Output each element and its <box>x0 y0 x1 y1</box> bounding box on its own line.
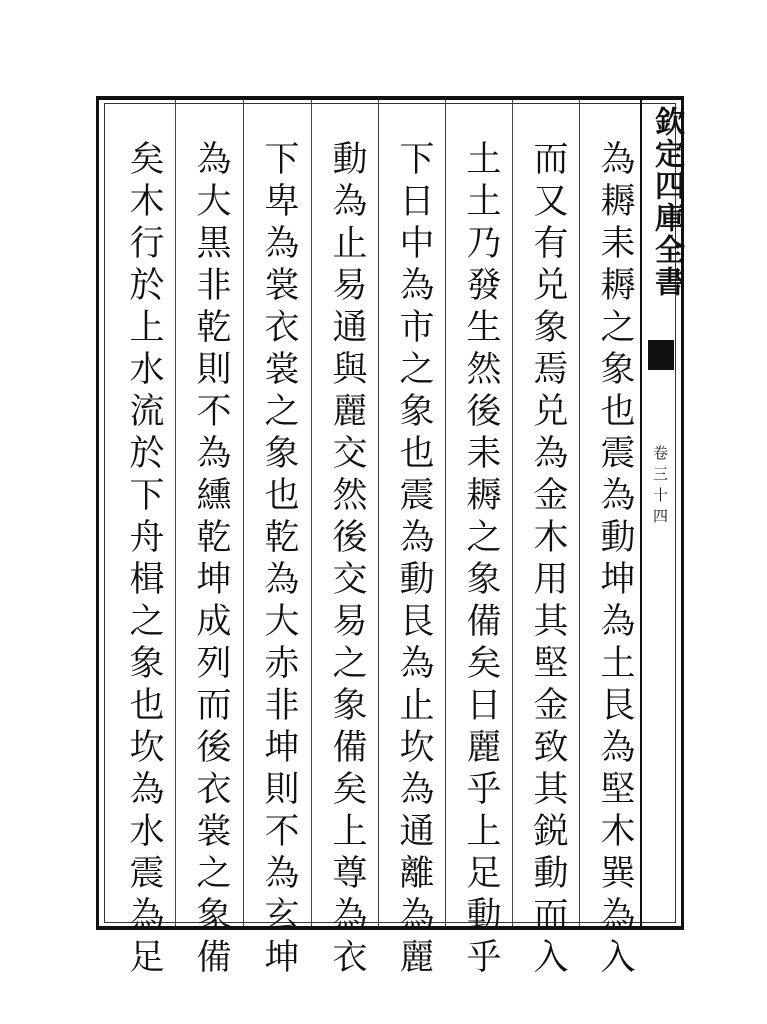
column-rule <box>445 100 446 926</box>
text-column-1: 為耨耒耨之象也震為動坤為土艮為堅木巽為入 <box>595 140 635 980</box>
text-column-7: 為大黒非乾則不為纁乾坤成列而後衣裳之象備 <box>191 140 231 980</box>
juan-number: 卷三十四 <box>651 445 669 529</box>
column-rule <box>378 100 379 926</box>
text-column-3: 土土乃發生然後耒耨之象備矣日麗乎上足動乎 <box>461 140 501 980</box>
margin-title-column <box>640 100 684 926</box>
book-title: 欽定四庫全書 <box>649 106 684 298</box>
text-column-5: 動為止易通與麗交然後交易之象備矣上尊為衣 <box>327 140 367 980</box>
fishtail-mark <box>648 340 674 370</box>
column-rule <box>579 100 580 926</box>
text-column-8: 矣木行於上水流於下舟楫之象也坎為水震為足 <box>124 140 164 980</box>
text-column-2: 而又有兑象焉兑為金木用其堅金致其鋭動而入 <box>528 140 568 980</box>
column-rule <box>175 100 176 926</box>
text-column-4: 下日中為市之象也震為動艮為止坎為通離為麗 <box>394 140 434 980</box>
text-column-6: 下卑為裳衣裳之象也乾為大赤非坤則不為玄坤 <box>259 140 299 980</box>
column-rule <box>243 100 244 926</box>
column-rule <box>311 100 312 926</box>
column-rule <box>512 100 513 926</box>
